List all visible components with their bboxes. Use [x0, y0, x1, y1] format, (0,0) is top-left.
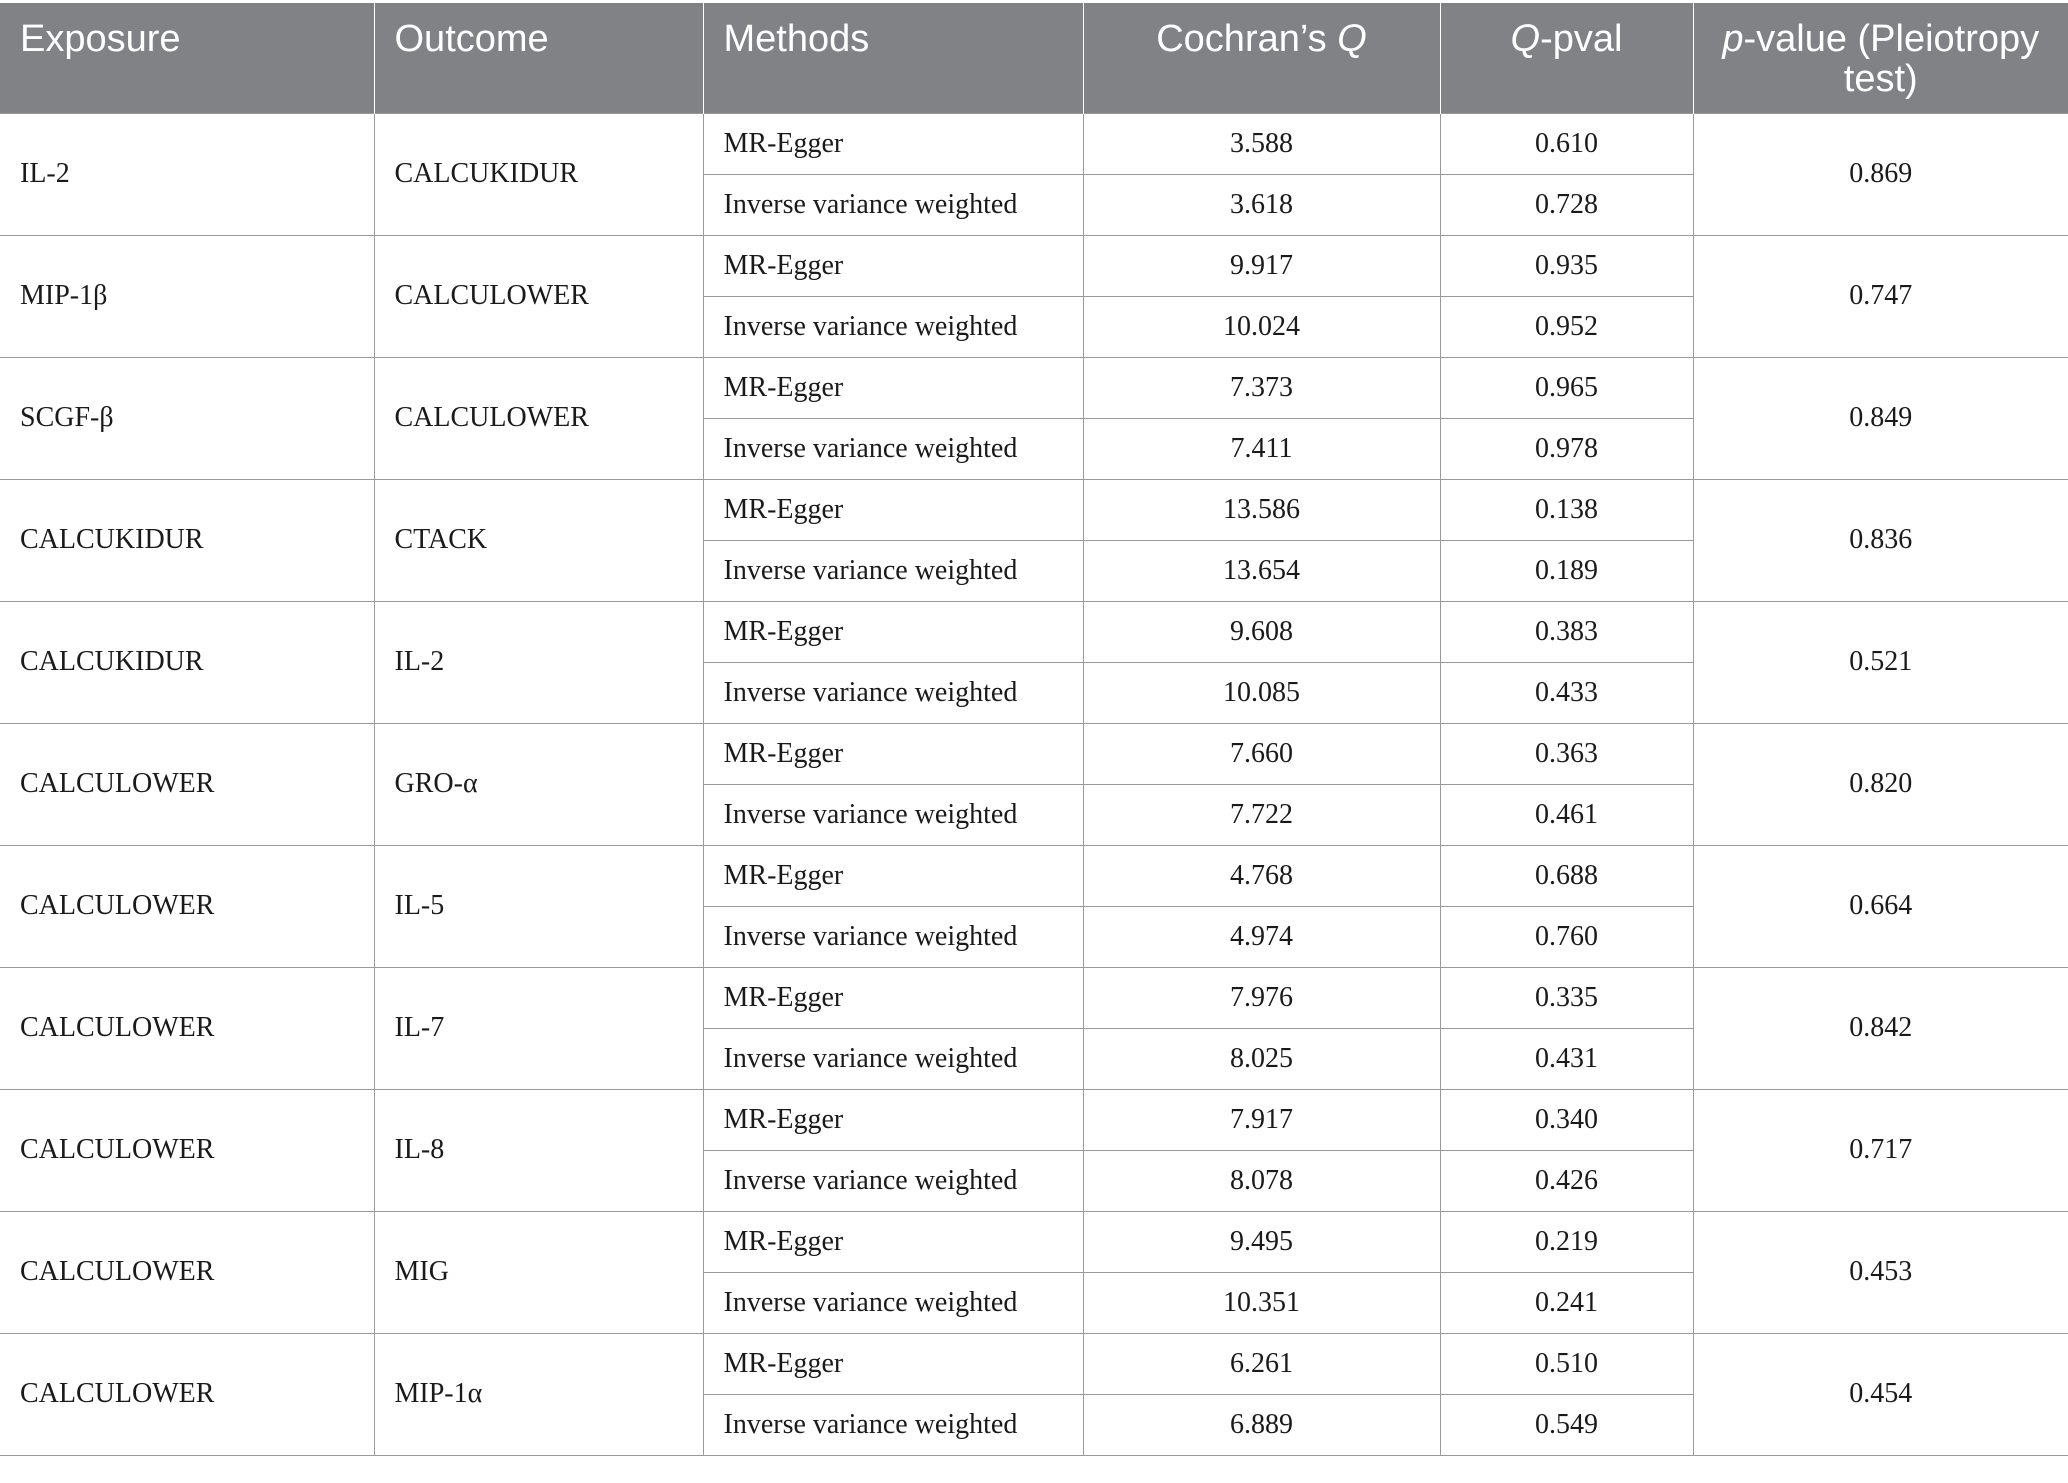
pleiotropy-pvalue-cell: 0.820	[1693, 723, 2068, 845]
method-cell: Inverse variance weighted	[703, 906, 1083, 967]
q-pval-cell: 0.610	[1440, 113, 1693, 174]
outcome-cell: MIP-1α	[374, 1333, 703, 1455]
table-row	[0, 1089, 2068, 1150]
exposure-cell: CALCULOWER	[0, 723, 374, 845]
table-row	[0, 235, 2068, 296]
outcome-cell: CALCULOWER	[374, 357, 703, 479]
q-pval-cell: 0.335	[1440, 967, 1693, 1028]
pleiotropy-pvalue-cell: 0.849	[1693, 357, 2068, 479]
cochrans-q-cell: 8.078	[1083, 1150, 1440, 1211]
q-pval-cell: 0.549	[1440, 1394, 1693, 1455]
method-cell: Inverse variance weighted	[703, 662, 1083, 723]
header-row	[0, 3, 2068, 113]
cochrans-q-cell: 10.351	[1083, 1272, 1440, 1333]
q-pval-cell: 0.426	[1440, 1150, 1693, 1211]
cochrans-q-cell: 7.917	[1083, 1089, 1440, 1150]
q-pval-cell: 0.978	[1440, 418, 1693, 479]
q-pval-cell: 0.952	[1440, 296, 1693, 357]
exposure-cell: CALCUKIDUR	[0, 601, 374, 723]
header-methods: Methods	[703, 3, 1083, 113]
exposure-cell: CALCULOWER	[0, 845, 374, 967]
table-row	[0, 845, 2068, 906]
header-q-pval	[1440, 3, 1693, 113]
exposure-cell: CALCULOWER	[0, 1089, 374, 1211]
cochrans-q-cell: 7.660	[1083, 723, 1440, 784]
cochrans-q-cell: 4.974	[1083, 906, 1440, 967]
method-cell: Inverse variance weighted	[703, 1272, 1083, 1333]
method-cell: MR-Egger	[703, 235, 1083, 296]
header-pleiotropy-pvalue	[1693, 3, 2068, 113]
cochrans-q-cell: 7.976	[1083, 967, 1440, 1028]
q-pval-cell: 0.340	[1440, 1089, 1693, 1150]
q-pval-cell: 0.363	[1440, 723, 1693, 784]
header-cochrans-q-prefix: Cochran’s	[1156, 18, 1338, 60]
method-cell: MR-Egger	[703, 113, 1083, 174]
table-row	[0, 967, 2068, 1028]
header-cochrans-q-letter: Q	[1337, 18, 1367, 60]
pleiotropy-pvalue-cell: 0.842	[1693, 967, 2068, 1089]
method-cell: MR-Egger	[703, 723, 1083, 784]
results-table-container	[0, 3, 2068, 1456]
method-cell: Inverse variance weighted	[703, 540, 1083, 601]
exposure-cell: CALCULOWER	[0, 1211, 374, 1333]
pleiotropy-pvalue-cell: 0.454	[1693, 1333, 2068, 1455]
method-cell: Inverse variance weighted	[703, 1150, 1083, 1211]
method-cell: Inverse variance weighted	[703, 1394, 1083, 1455]
q-pval-cell: 0.728	[1440, 174, 1693, 235]
outcome-cell: MIG	[374, 1211, 703, 1333]
cochrans-q-cell: 9.608	[1083, 601, 1440, 662]
cochrans-q-cell: 4.768	[1083, 845, 1440, 906]
pleiotropy-pvalue-cell: 0.747	[1693, 235, 2068, 357]
q-pval-cell: 0.461	[1440, 784, 1693, 845]
cochrans-q-cell: 9.495	[1083, 1211, 1440, 1272]
method-cell: Inverse variance weighted	[703, 418, 1083, 479]
method-cell: Inverse variance weighted	[703, 174, 1083, 235]
table-row	[0, 723, 2068, 784]
cochrans-q-cell: 13.586	[1083, 479, 1440, 540]
method-cell: MR-Egger	[703, 357, 1083, 418]
header-exposure: Exposure	[0, 3, 374, 113]
cochrans-q-cell: 9.917	[1083, 235, 1440, 296]
method-cell: MR-Egger	[703, 1333, 1083, 1394]
table-row	[0, 1211, 2068, 1272]
q-pval-cell: 0.219	[1440, 1211, 1693, 1272]
cochrans-q-cell: 7.373	[1083, 357, 1440, 418]
table-header	[0, 3, 2068, 113]
method-cell: MR-Egger	[703, 845, 1083, 906]
table-row	[0, 113, 2068, 174]
mr-sensitivity-table	[0, 3, 2068, 1456]
outcome-cell: IL-5	[374, 845, 703, 967]
cochrans-q-cell: 6.889	[1083, 1394, 1440, 1455]
q-pval-cell: 0.760	[1440, 906, 1693, 967]
method-cell: MR-Egger	[703, 479, 1083, 540]
cochrans-q-cell: 8.025	[1083, 1028, 1440, 1089]
q-pval-cell: 0.241	[1440, 1272, 1693, 1333]
method-cell: MR-Egger	[703, 967, 1083, 1028]
exposure-cell: MIP-1β	[0, 235, 374, 357]
outcome-cell: CTACK	[374, 479, 703, 601]
header-q-pval-suffix: -pval	[1540, 18, 1623, 60]
exposure-cell: CALCULOWER	[0, 1333, 374, 1455]
pleiotropy-pvalue-cell: 0.717	[1693, 1089, 2068, 1211]
q-pval-cell: 0.189	[1440, 540, 1693, 601]
exposure-cell: CALCULOWER	[0, 967, 374, 1089]
cochrans-q-cell: 7.411	[1083, 418, 1440, 479]
cochrans-q-cell: 13.654	[1083, 540, 1440, 601]
table-row	[0, 1333, 2068, 1394]
header-pleiotropy-p-letter: p	[1722, 18, 1744, 60]
header-cochrans-q	[1083, 3, 1440, 113]
q-pval-cell: 0.965	[1440, 357, 1693, 418]
exposure-cell: IL-2	[0, 113, 374, 235]
outcome-cell: CALCULOWER	[374, 235, 703, 357]
pleiotropy-pvalue-cell: 0.869	[1693, 113, 2068, 235]
cochrans-q-cell: 3.618	[1083, 174, 1440, 235]
table-body	[0, 113, 2068, 1455]
outcome-cell: CALCUKIDUR	[374, 113, 703, 235]
q-pval-cell: 0.688	[1440, 845, 1693, 906]
method-cell: MR-Egger	[703, 1211, 1083, 1272]
pleiotropy-pvalue-cell: 0.836	[1693, 479, 2068, 601]
outcome-cell: IL-7	[374, 967, 703, 1089]
cochrans-q-cell: 3.588	[1083, 113, 1440, 174]
cochrans-q-cell: 6.261	[1083, 1333, 1440, 1394]
table-row	[0, 357, 2068, 418]
header-outcome: Outcome	[374, 3, 703, 113]
header-q-pval-letter: Q	[1510, 18, 1541, 60]
outcome-cell: IL-2	[374, 601, 703, 723]
pleiotropy-pvalue-cell: 0.664	[1693, 845, 2068, 967]
q-pval-cell: 0.138	[1440, 479, 1693, 540]
cochrans-q-cell: 7.722	[1083, 784, 1440, 845]
q-pval-cell: 0.383	[1440, 601, 1693, 662]
method-cell: MR-Egger	[703, 601, 1083, 662]
method-cell: Inverse variance weighted	[703, 1028, 1083, 1089]
pleiotropy-pvalue-cell: 0.453	[1693, 1211, 2068, 1333]
pleiotropy-pvalue-cell: 0.521	[1693, 601, 2068, 723]
q-pval-cell: 0.935	[1440, 235, 1693, 296]
table-row	[0, 601, 2068, 662]
q-pval-cell: 0.433	[1440, 662, 1693, 723]
cochrans-q-cell: 10.085	[1083, 662, 1440, 723]
method-cell: Inverse variance weighted	[703, 296, 1083, 357]
header-pleiotropy-suffix: -value (Pleiotropy test)	[1743, 18, 2040, 100]
outcome-cell: GRO-α	[374, 723, 703, 845]
q-pval-cell: 0.431	[1440, 1028, 1693, 1089]
exposure-cell: SCGF-β	[0, 357, 374, 479]
cochrans-q-cell: 10.024	[1083, 296, 1440, 357]
method-cell: Inverse variance weighted	[703, 784, 1083, 845]
q-pval-cell: 0.510	[1440, 1333, 1693, 1394]
table-row	[0, 479, 2068, 540]
outcome-cell: IL-8	[374, 1089, 703, 1211]
exposure-cell: CALCUKIDUR	[0, 479, 374, 601]
method-cell: MR-Egger	[703, 1089, 1083, 1150]
